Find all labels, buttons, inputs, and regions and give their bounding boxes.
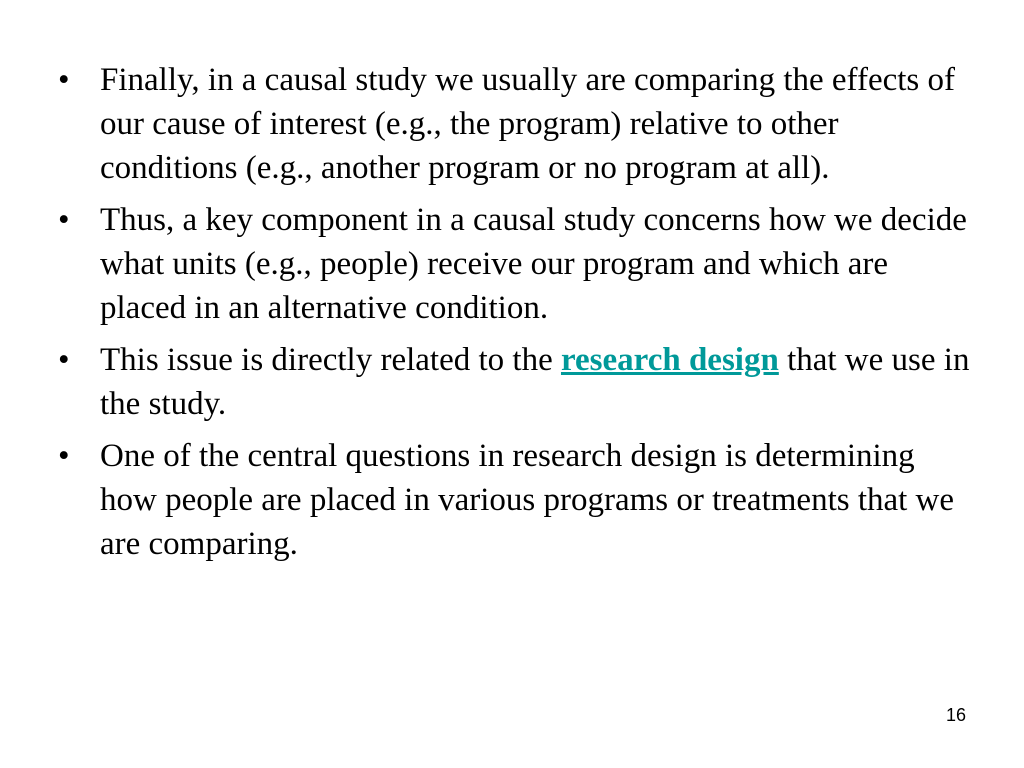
- bullet-text: One of the central questions in research design is determining how people are placed in various programs or treatments that we are comparing.: [100, 438, 955, 562]
- bullet-item: [58, 58, 978, 190]
- bullet-text: Thus, a key component in a causal study concerns how we decide what units (e.g., people) receive our program and which are placed in an alternative condition.: [100, 202, 967, 326]
- bullet-item: [58, 434, 978, 566]
- bullet-item: [58, 198, 978, 330]
- bullet-marker: •: [58, 62, 70, 98]
- bullet-text-before: This issue is directly related to the: [100, 342, 561, 378]
- bullet-marker: •: [58, 202, 70, 238]
- research-design-link[interactable]: research design: [560, 342, 779, 378]
- page-number: 16: [945, 705, 966, 725]
- bullet-item: [58, 338, 978, 426]
- bullet-marker: •: [58, 438, 70, 474]
- bullet-marker: •: [58, 342, 70, 378]
- bullet-text: Finally, in a causal study we usually are comparing the effects of our cause of interest (e.g., the program) relative to other conditions (e.g., another program or no program at all).: [100, 62, 955, 186]
- bullet-list: [58, 58, 978, 574]
- bullet-text-after: that we use in the study.: [100, 342, 970, 422]
